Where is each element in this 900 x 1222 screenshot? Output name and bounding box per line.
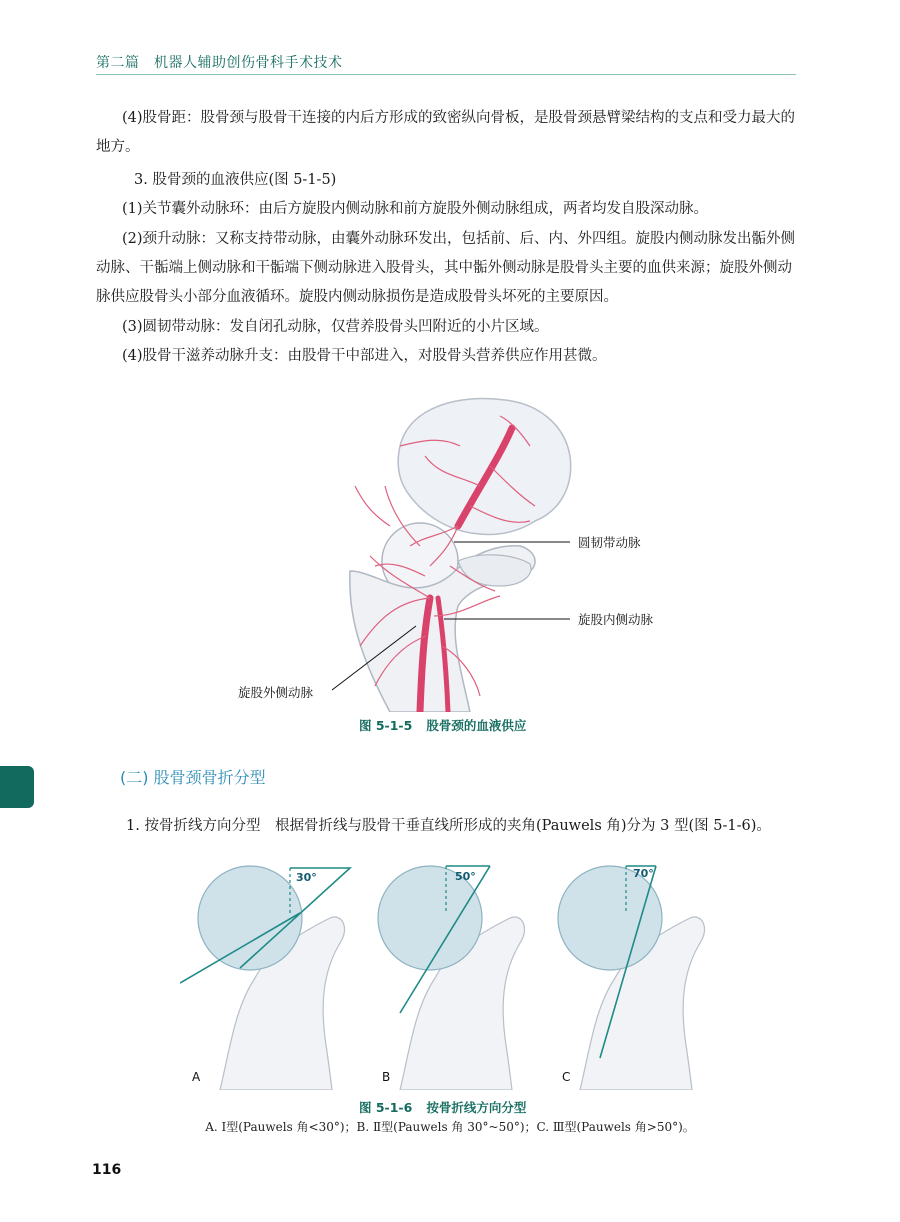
section-heading: (二) 股骨颈骨折分型 <box>120 768 266 787</box>
pauwels-panel-b <box>360 858 545 1090</box>
paragraph-ascending-cervical: (2)颈升动脉：又称支持带动脉，由囊外动脉环发出，包括前、后、内、外四组。旋股内侧动脉发出骺外侧动脉、干骺端上侧动脉和干骺端下侧动脉进入股骨头，其中骺外侧动脉是股骨头主要的血供来源；旋股外侧动脉供应股骨头小部分血液循环。旋股内侧动脉损伤是造成股骨头坏死的主要原因。 <box>96 231 796 305</box>
label-lateral-circumflex-artery: 旋股外侧动脉 <box>238 685 314 700</box>
paragraph-capsular-ring: (1)关节囊外动脉环：由后方旋股内侧动脉和前方旋股外侧动脉组成，两者均发自股深动脉。 <box>122 201 709 217</box>
figure-caption-5-1-6 <box>359 1098 526 1116</box>
figure-title: 股骨颈的血液供应 <box>426 718 527 733</box>
chapter-side-tab <box>0 766 34 808</box>
pauwels-panel-c <box>540 858 725 1090</box>
figure-number: 图 5-1-5 <box>359 718 413 733</box>
paragraph-classification: 1. 按骨折线方向分型 根据骨折线与股骨干垂直线所形成的夹角(Pauwels 角)分为 3 型(图 5-1-6)。 <box>126 818 771 834</box>
paragraph-calcar: (4)股骨距：股骨颈与股骨干连接的内后方形成的致密纵向骨板，是股骨颈悬臂梁结构的支点和受力最大的地方。 <box>96 110 796 155</box>
angle-label-b: 50° <box>455 870 476 883</box>
figure-number: 图 5-1-6 <box>359 1100 413 1115</box>
figure-subcaption: A. Ⅰ型(Pauwels 角<30°)；B. Ⅱ型(Pauwels 角 30°~50°)；C. Ⅲ型(Pauwels 角>50°)。 <box>205 1120 695 1134</box>
running-header: 第二篇 机器人辅助创伤骨科手术技术 <box>96 55 343 71</box>
angle-label-c: 70° <box>633 867 654 880</box>
subheading-blood-supply: 3. 股骨颈的血液供应(图 5-1-5) <box>134 172 337 188</box>
panel-letter-c: C <box>562 1070 571 1084</box>
label-ligamentum-teres-artery: 圆韧带动脉 <box>578 535 641 550</box>
paragraph-nutrient-artery: (4)股骨干滋养动脉升支：由股骨干中部进入，对股骨头营养供应作用甚微。 <box>122 348 607 364</box>
angle-label-a: 30° <box>296 871 317 884</box>
panel-letter-b: B <box>382 1070 391 1084</box>
page-number: 116 <box>92 1162 122 1178</box>
pauwels-panel-a <box>180 858 365 1090</box>
panel-letter-a: A <box>192 1070 201 1084</box>
paragraph-round-ligament: (3)圆韧带动脉：发自闭孔动脉，仅营养股骨头凹附近的小片区域。 <box>122 319 549 335</box>
figure-title: 按骨折线方向分型 <box>426 1100 527 1115</box>
label-medial-circumflex-artery: 旋股内侧动脉 <box>578 612 654 627</box>
header-divider <box>96 74 796 75</box>
figure-caption-5-1-5 <box>359 716 526 734</box>
